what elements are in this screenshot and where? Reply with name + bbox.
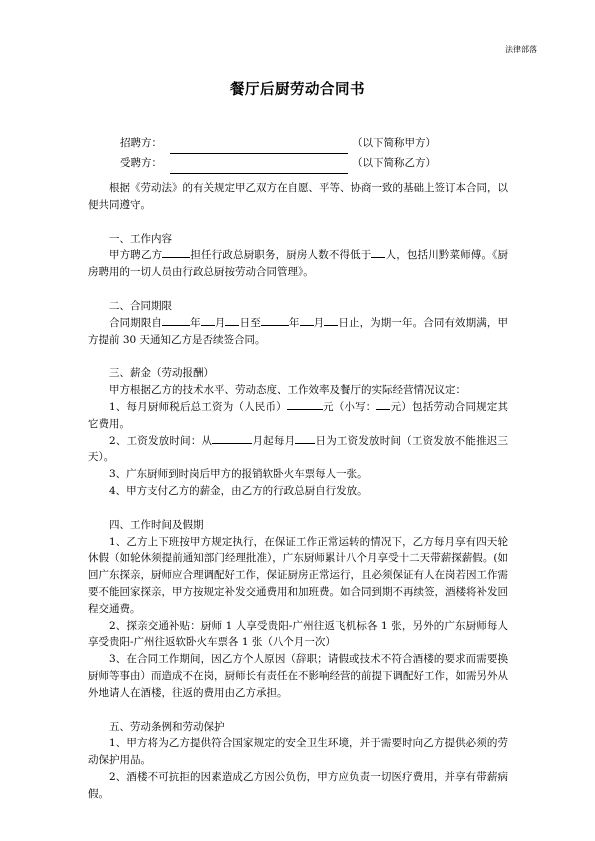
- section-2-text: 合同期限自 年 月 日至 年 月 日止，为期一年。合同有效期满，甲方提前 30 天通知乙方是否续签合同。: [88, 316, 508, 346]
- section-3-item-1: 1、每月厨师税后总工资为（人民币） 元（小写： 元）包括劳动合同规定其它费用。: [88, 400, 509, 430]
- section-4-title: 四、工作时间及假期: [109, 518, 204, 531]
- employee-label: 受聘方：: [120, 157, 162, 169]
- parties-block: [120, 134, 436, 174]
- blank: [287, 399, 323, 410]
- employee-blank: [170, 161, 348, 174]
- section-5-title: 五、劳动条例和劳动保护: [109, 720, 225, 733]
- blank: [371, 247, 385, 258]
- blank: [295, 433, 315, 444]
- blank: [376, 399, 390, 410]
- blank: [162, 315, 190, 326]
- section-2-title: 二、合同期限: [109, 299, 172, 312]
- contract-body: [88, 180, 508, 803]
- section-4-item-1: 1、乙方上下班按甲方规定执行，在保证工作正常运转的情况下，乙方每月享有四天轮休假（如轮休须提前通知部门经理批准），广东厨师累计八个月享受十二天带薪探薪假。(如回广东探亲，厨师应合理调配好工作，保证厨房正常运行，且必须保证有人在岗若因工作需要不能回家探亲，甲方按规定补发交通费用和加班费。如合同到期不再续签，酒楼将补发回程交通费。: [88, 535, 508, 615]
- section-1-text: 甲方聘乙方 担任行政总厨职务，厨房人数不得低于 人，包括川黔菜师傅。《厨房聘用的一切人员由行政总厨按劳动合同管理》。: [88, 249, 509, 279]
- employee-note: （以下简称乙方）: [352, 157, 436, 169]
- document-title: 餐厅后厨劳动合同书: [230, 81, 365, 98]
- employer-note: （以下简称甲方）: [352, 137, 436, 149]
- section-3-item-4: 4、甲方支付乙方的薪金，由乙方的行政总厨自行发放。: [109, 484, 368, 497]
- intro-paragraph: 根据《劳动法》的有关规定甲乙双方在自愿、平等、协商一致的基础上签订本合同，以便共同遵守。: [88, 182, 508, 211]
- header-source: 法律部落: [505, 45, 537, 54]
- blank: [324, 315, 338, 326]
- employer-row: [120, 134, 436, 154]
- section-3-item-2: 2、工资发放时间：从 月起每月 日为工资发放时间（工资发放不能推迟三天）。: [88, 434, 509, 464]
- blank: [201, 315, 215, 326]
- employer-label: 招聘方：: [120, 137, 162, 149]
- section-5-item-1: 1、甲方将为乙方提供符合国家规定的安全卫生环境，并于需要时向乙方提供必须的劳动保护用品。: [88, 737, 508, 767]
- blank: [225, 315, 239, 326]
- section-3-intro: 甲方根据乙方的技术水平、劳动态度、工作效率及餐厅的实际经营情况议定：: [109, 384, 466, 397]
- section-4-item-2: 2、探亲交通补贴：厨师 1 人享受贵阳-广州往返飞机标各 1 张，另外的广东厨师每人享受贵阳-广州往返软卧火车票各 1 张（八个月一次）: [88, 619, 508, 649]
- section-3-title: 三、薪金（劳动报酬）: [109, 367, 214, 380]
- blank: [162, 247, 190, 258]
- employer-blank: [170, 141, 348, 154]
- blank: [212, 433, 252, 444]
- section-3-item-3: 3、广东厨师到时岗后甲方的报销软卧火车票每人一张。: [109, 468, 368, 481]
- blank: [300, 315, 314, 326]
- blank: [261, 315, 289, 326]
- employee-row: [120, 154, 436, 174]
- section-1-title: 一、工作内容: [109, 232, 172, 245]
- section-4-item-3: 3、在合同工作期间，因乙方个人原因（辞职；请假或技术不符合酒楼的要求而需要换厨师等事由）而造成不在岗，厨师长有责任在不影响经营的前提下调配好工作，如需另外从外地请人在酒楼，往返的费用由乙方承担。: [88, 653, 508, 699]
- section-5-item-2: 2、酒楼不可抗拒的因素造成乙方因公负伤，甲方应负责一切医疗费用，并享有带薪病假。: [88, 770, 508, 800]
